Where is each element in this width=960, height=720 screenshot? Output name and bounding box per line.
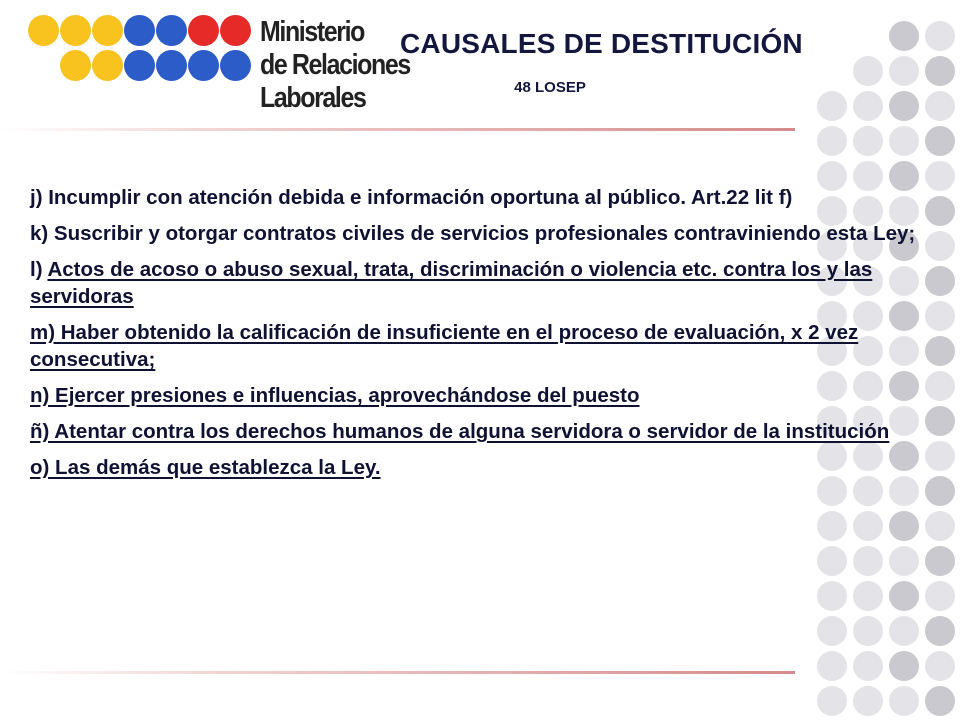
decorative-circle — [853, 56, 883, 86]
decorative-circle — [925, 126, 955, 156]
decorative-circle — [853, 616, 883, 646]
decorative-circle — [925, 616, 955, 646]
list-item — [30, 418, 942, 445]
logo-line-1: Ministerio — [260, 16, 365, 48]
decorative-circle — [853, 546, 883, 576]
logo-dot — [124, 50, 155, 81]
logo-dot — [156, 50, 187, 81]
decorative-circle — [925, 546, 955, 576]
list-item — [30, 256, 942, 310]
item-underlined-text: ñ) Atentar contra los derechos humanos de alguna servidora o servidor de la institución — [30, 420, 890, 443]
decorative-circle — [925, 511, 955, 541]
decorative-circle — [889, 546, 919, 576]
list-item — [30, 319, 942, 373]
decorative-circle — [853, 581, 883, 611]
decorative-circle — [817, 616, 847, 646]
decorative-circle — [925, 91, 955, 121]
logo-dot — [28, 15, 59, 46]
item-underlined-text: o) Las demás que establezca la Ley. — [30, 456, 381, 479]
causes-list — [30, 184, 942, 490]
logo-dot — [92, 50, 123, 81]
ministry-logo — [28, 14, 410, 114]
item-text: j) Incumplir con atención debida e información oportuna al público. Art.22 lit f) — [30, 186, 793, 209]
decorative-circle — [817, 126, 847, 156]
decorative-circle — [889, 651, 919, 681]
decorative-circle — [817, 546, 847, 576]
decorative-circle — [889, 511, 919, 541]
top-divider — [0, 128, 795, 131]
decorative-circle — [889, 56, 919, 86]
logo-dot — [220, 15, 251, 46]
logo-dots — [28, 14, 253, 84]
list-item — [30, 184, 942, 211]
decorative-circle — [925, 21, 955, 51]
item-underlined-text: n) Ejercer presiones e influencias, aprovechándose del puesto — [30, 384, 640, 407]
decorative-circle — [889, 21, 919, 51]
logo-wordmark — [260, 16, 410, 115]
logo-dot — [60, 50, 91, 81]
logo-dot — [220, 50, 251, 81]
decorative-circle — [889, 686, 919, 716]
list-item — [30, 220, 942, 247]
decorative-circle — [925, 651, 955, 681]
logo-dot — [156, 15, 187, 46]
decorative-circle — [853, 511, 883, 541]
list-item — [30, 454, 942, 481]
logo-line-2: de Relaciones — [260, 49, 410, 81]
item-underlined-text: Actos de acoso o abuso sexual, trata, discriminación o violencia etc. contra los y las servidoras — [30, 258, 873, 308]
decorative-circle — [817, 91, 847, 121]
decorative-circle — [925, 56, 955, 86]
decorative-circle — [853, 91, 883, 121]
decorative-circle — [853, 686, 883, 716]
decorative-circle — [817, 651, 847, 681]
decorative-circle — [889, 126, 919, 156]
logo-dot — [188, 50, 219, 81]
list-item — [30, 382, 942, 409]
logo-dot — [188, 15, 219, 46]
decorative-circle — [925, 686, 955, 716]
decorative-circle — [817, 511, 847, 541]
decorative-circle — [853, 126, 883, 156]
logo-dot — [92, 15, 123, 46]
bottom-divider — [0, 671, 795, 674]
logo-dot — [124, 15, 155, 46]
logo-dot — [60, 15, 91, 46]
item-underlined-text: m) Haber obtenido la calificación de insuficiente en el proceso de evaluación, x 2 vez consecutiva; — [30, 321, 859, 371]
item-text: l) — [30, 258, 48, 281]
decorative-circle — [925, 581, 955, 611]
decorative-circle — [889, 616, 919, 646]
decorative-circle — [889, 581, 919, 611]
item-text: k) Suscribir y otorgar contratos civiles de servicios profesionales contraviniendo esta Ley; — [30, 222, 916, 245]
decorative-circle — [817, 581, 847, 611]
page-title: CAUSALES DE DESTITUCIÓN — [400, 28, 803, 59]
page-subtitle: 48 LOSEP — [514, 79, 586, 96]
logo-line-3: Laborales — [260, 82, 366, 114]
decorative-circle — [853, 651, 883, 681]
decorative-circle — [817, 686, 847, 716]
decorative-circle — [889, 91, 919, 121]
